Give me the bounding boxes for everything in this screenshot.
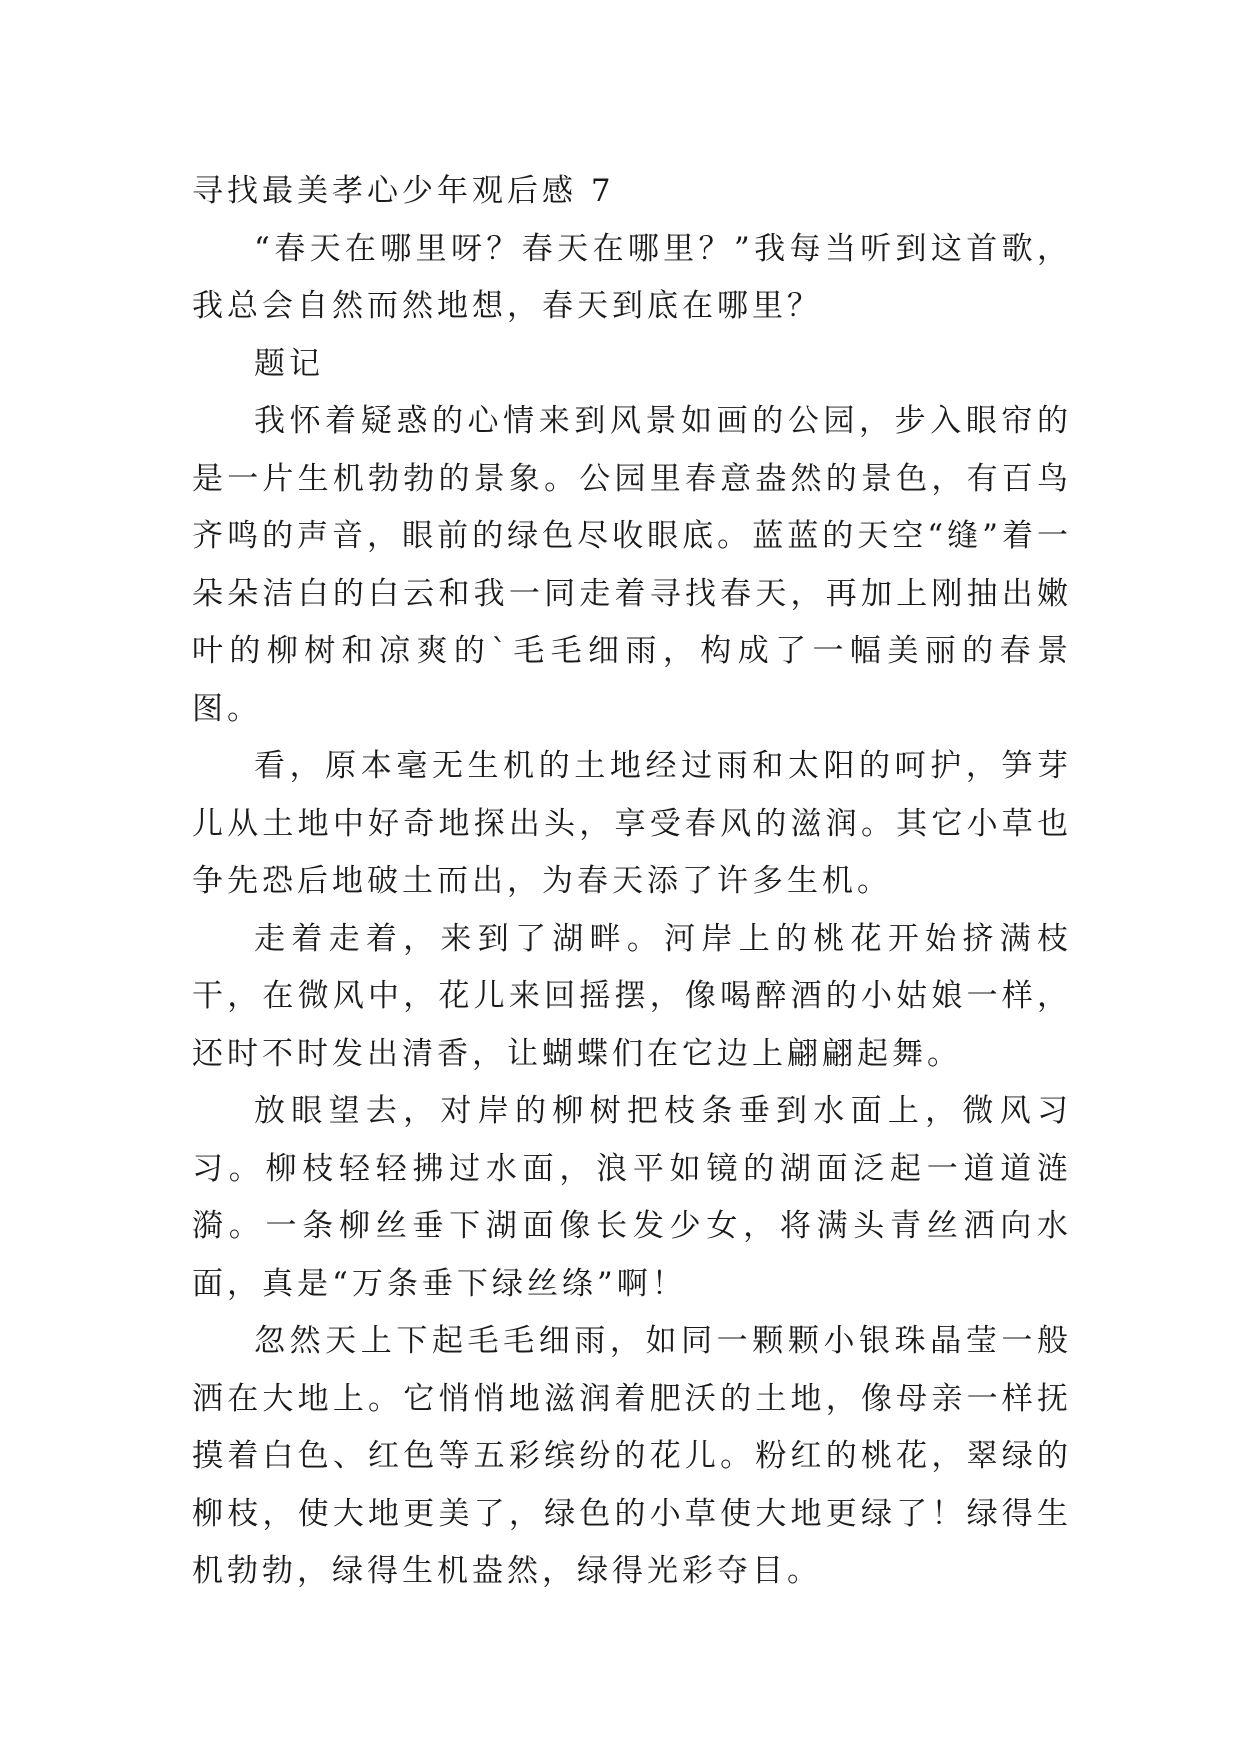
paragraph-epigraph-label: 题记 (254, 345, 324, 382)
paragraph-lakeside: 走着走着，来到了湖畔。河岸上的桃花开始挤满枝干，在微风中，花儿来回摇摆，像喝醉酒的小姑娘一样，还时不时发出清香，让蝴蝶们在它边上翩翩起舞。 (192, 920, 1072, 1072)
paragraph-park: 我怀着疑惑的心情来到风景如画的公园，步入眼帘的是一片生机勃勃的景象。公园里春意盎然的景色，有百鸟齐鸣的声音，眼前的绿色尽收眼底。蓝蓝的天空“缝”着一朵朵洁白的白云和我一同走着寻找春天，再加上刚抽出嫩叶的柳树和凉爽的`毛毛细雨，构成了一幅美丽的春景图。 (192, 403, 1072, 727)
paragraph-intro: “春天在哪里呀？春天在哪里？”我每当听到这首歌，我总会自然而然地想，春天到底在哪里？ (192, 230, 1072, 324)
document-body (192, 163, 1072, 1601)
document-title: 寻找最美孝心少年观后感 7 (192, 173, 615, 209)
paragraph-willows: 放眼望去，对岸的柳树把枝条垂到水面上，微风习习。柳枝轻轻拂过水面，浪平如镜的湖面泛起一道道涟漪。一条柳丝垂下湖面像长发少女，将满头青丝洒向水面，真是“万条垂下绿丝绦”啊！ (192, 1093, 1072, 1302)
paragraph-drizzle: 忽然天上下起毛毛细雨，如同一颗颗小银珠晶莹一般洒在大地上。它悄悄地滋润着肥沃的土地，像母亲一样抚摸着白色、红色等五彩缤纷的花儿。粉红的桃花，翠绿的柳枝，使大地更美了，绿色的小草使大地更绿了！绿得生机勃勃，绿得生机盎然，绿得光彩夺目。 (192, 1323, 1072, 1589)
paragraph-bamboo-shoots: 看，原本毫无生机的土地经过雨和太阳的呵护，笋芽儿从土地中好奇地探出头，享受春风的滋润。其它小草也争先恐后地破土而出，为春天添了许多生机。 (192, 748, 1072, 899)
